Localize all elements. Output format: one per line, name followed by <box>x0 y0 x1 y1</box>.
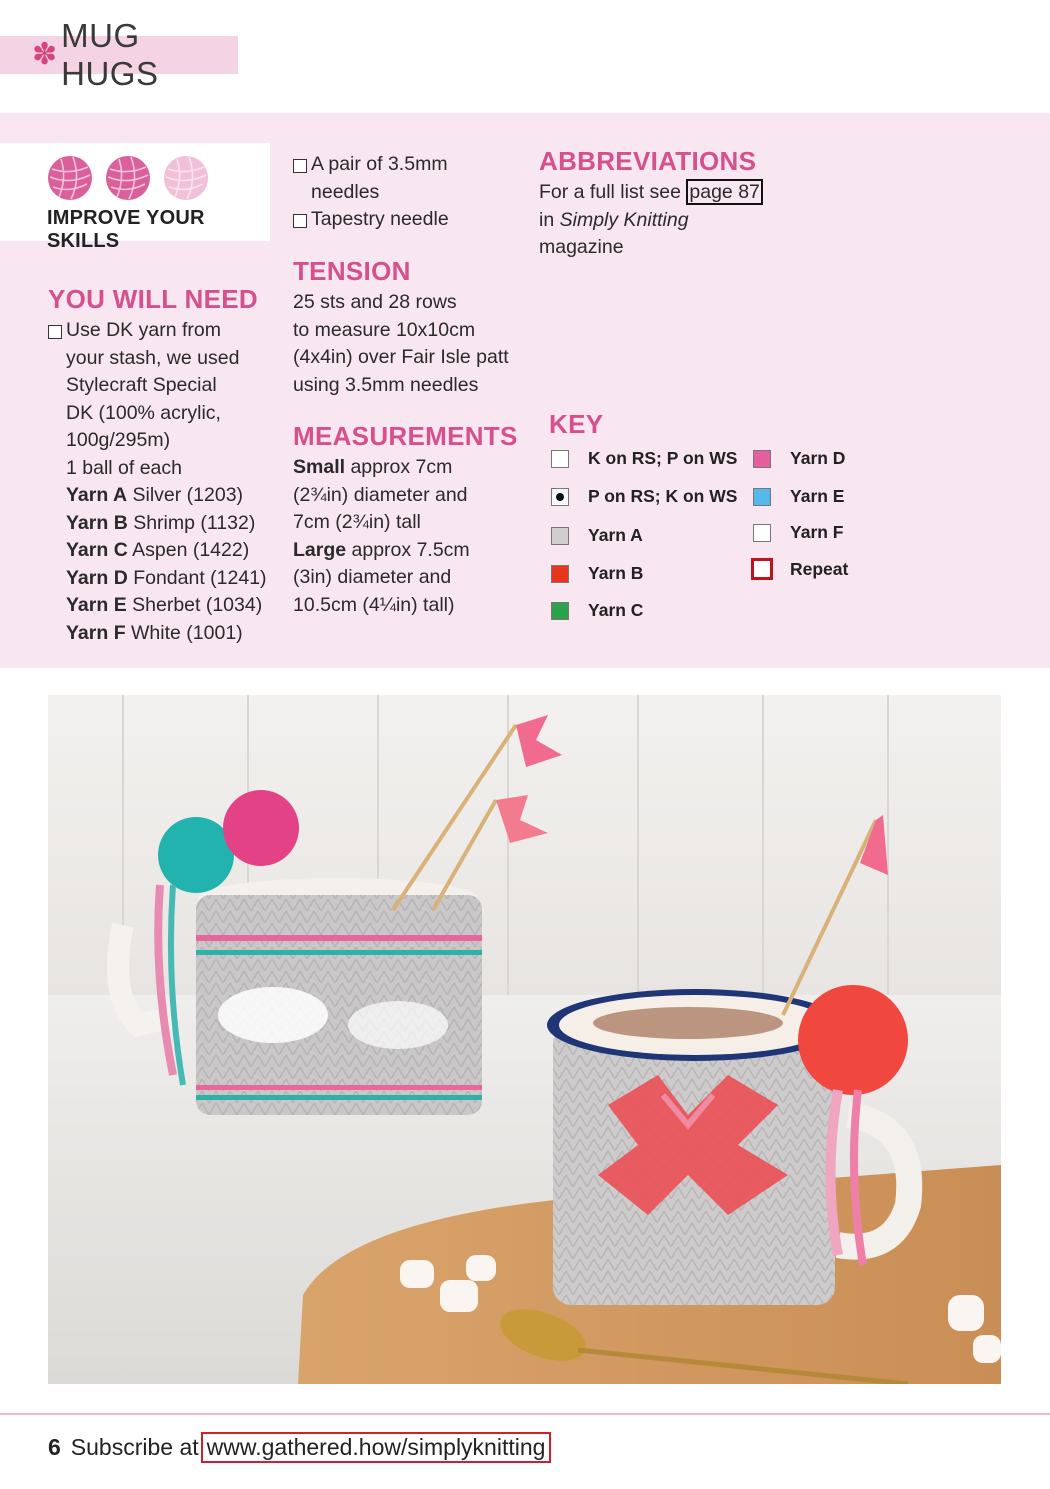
key-item-yarn-c: Yarn C <box>551 600 643 621</box>
mug-hugs-photo <box>48 695 1001 1384</box>
skills-label: IMPROVE YOUR SKILLS <box>47 207 205 252</box>
tension-line: 25 sts and 28 rows <box>293 291 457 313</box>
key-swatch <box>551 527 569 545</box>
abbreviations-line: For a full list see page 87 <box>539 179 799 207</box>
measurement-line: (2¾in) diameter and <box>293 483 468 506</box>
skills-box <box>0 143 270 252</box>
measurements-text <box>293 454 533 619</box>
you-will-need-list <box>48 317 278 647</box>
equipment-item: Tapestry needle <box>293 206 523 234</box>
abbreviations-text <box>539 179 799 262</box>
repeat-swatch <box>751 558 773 580</box>
skill-level-rating <box>47 155 209 201</box>
yarn-ball-icon <box>163 155 209 201</box>
key-item-k-rs: K on RS; P on WS <box>551 448 737 469</box>
abbreviations-line: magazine <box>539 236 624 258</box>
checkbox[interactable] <box>293 214 307 228</box>
subscribe-link[interactable]: www.gathered.how/simplyknitting <box>201 1432 552 1463</box>
page-number: 6 <box>48 1434 61 1460</box>
yarn-item: Yarn E Sherbet (1034) <box>66 594 263 616</box>
equipment-item-cont: needles <box>311 180 380 203</box>
key-item-yarn-f: Yarn F <box>753 522 844 543</box>
tension-line: using 3.5mm needles <box>293 373 479 396</box>
tension-line: (4x4in) over Fair Isle patt <box>293 346 509 368</box>
footer <box>48 1432 551 1463</box>
key-swatch <box>551 565 569 583</box>
tension-text <box>293 289 533 399</box>
key-item-yarn-e: Yarn E <box>753 486 844 507</box>
yarn-intro-line: 100g/295m) <box>66 429 171 451</box>
you-will-need-heading: YOU WILL NEED <box>48 284 258 314</box>
key-swatch <box>753 450 771 468</box>
key-item-p-rs: P on RS; K on WS <box>551 486 737 507</box>
equipment-item: A pair of 3.5mm <box>293 151 523 179</box>
yarn-intro-line: 1 ball of each <box>66 456 183 479</box>
measurement-line: 10.5cm (4¼in) tall) <box>293 593 455 616</box>
measurement-line: 7cm (2¾in) tall <box>293 511 421 533</box>
key-item-yarn-b: Yarn B <box>551 563 643 584</box>
yarn-intro-line: your stash, we used <box>66 346 240 369</box>
yarn-intro-line: DK (100% acrylic, <box>66 401 221 424</box>
measurement-line: (3in) diameter and <box>293 566 452 588</box>
yarn-checklist-item <box>48 317 278 345</box>
measurement-line: Large approx 7.5cm <box>293 538 470 561</box>
measurements-heading: MEASUREMENTS <box>293 421 518 451</box>
yarn-item: Yarn B Shrimp (1132) <box>66 511 256 534</box>
section-title: MUG HUGS <box>61 17 159 92</box>
abbreviations-heading: ABBREVIATIONS <box>539 146 757 176</box>
yarn-ball-icon <box>47 155 93 201</box>
yarn-item: Yarn C Aspen (1422) <box>66 539 250 561</box>
abbreviations-line: in Simply Knitting <box>539 208 689 231</box>
section-header <box>0 17 238 92</box>
tension-line: to measure 10x10cm <box>293 318 476 341</box>
flower-icon: ✽ <box>32 38 58 71</box>
yarn-item: Yarn D Fondant (1241) <box>66 566 267 589</box>
footer-divider <box>0 1413 1050 1415</box>
yarn-item: Yarn F White (1001) <box>66 621 243 644</box>
yarn-intro-line: Stylecraft Special <box>66 374 217 396</box>
key-item-yarn-d: Yarn D <box>753 448 845 469</box>
checkbox[interactable] <box>293 159 307 173</box>
key-item-repeat: Repeat <box>751 558 848 580</box>
key-swatch <box>551 602 569 620</box>
key-heading: KEY <box>549 409 604 439</box>
key-item-yarn-a: Yarn A <box>551 525 643 546</box>
checkbox[interactable] <box>48 325 62 339</box>
photo-illustration <box>48 695 1001 1384</box>
yarn-ball-icon <box>105 155 151 201</box>
key-swatch <box>551 488 569 506</box>
page-link[interactable]: page 87 <box>686 179 763 205</box>
equipment-list <box>293 151 523 234</box>
measurement-line: Small approx 7cm <box>293 456 453 478</box>
key-swatch <box>753 524 771 542</box>
key-swatch <box>753 488 771 506</box>
subscribe-text: Subscribe at <box>70 1434 199 1460</box>
yarn-item: Yarn A Silver (1203) <box>66 484 244 506</box>
dot-icon <box>556 493 564 501</box>
tension-heading: TENSION <box>293 256 411 286</box>
key-swatch <box>551 450 569 468</box>
yarn-intro-line: Use DK yarn from <box>66 319 221 341</box>
